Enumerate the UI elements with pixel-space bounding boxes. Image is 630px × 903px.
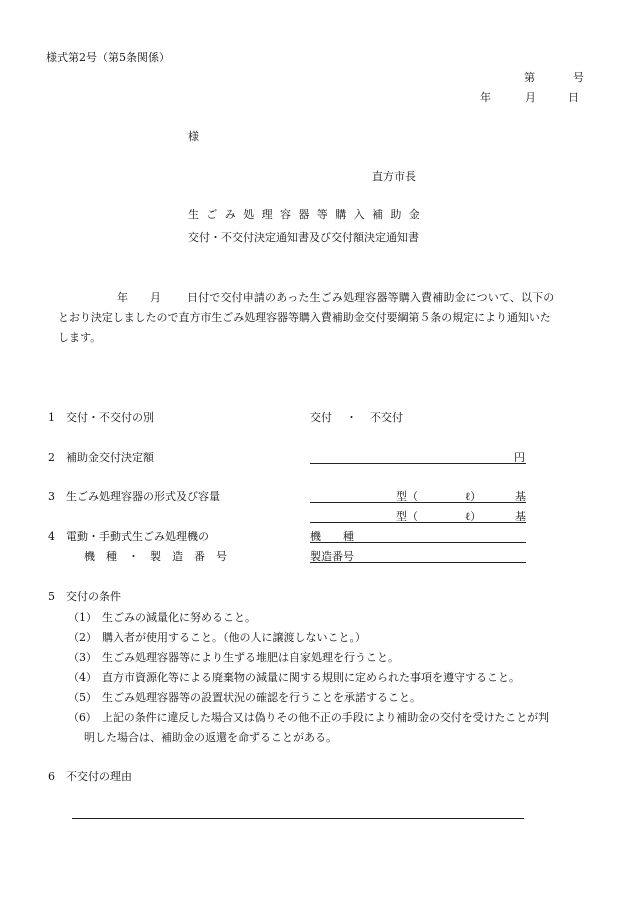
item3-row1-count: 基 (515, 490, 526, 503)
item4-label-line2: 機 種 ・ 製 造 番 号 (84, 550, 227, 563)
body-month-label: 月 (150, 291, 161, 304)
item3-row2-line (310, 522, 526, 523)
item3-row1-line (310, 502, 526, 503)
item1-grant-option: 交付 (310, 411, 332, 424)
item3-number: 3 (48, 490, 55, 503)
document-title-line2: 交付・不交付決定通知書及び交付額決定通知書 (188, 231, 419, 244)
item3-row2-capacity: ℓ） (465, 510, 482, 523)
condition-6-continuation: 明した場合は、補助金の返還を命ずることがある。 (84, 731, 337, 744)
condition-item: （2） 購入者が使用すること。（他の人に譲渡しないこと。） (68, 631, 366, 644)
item3-row2-count: 基 (515, 510, 526, 523)
item1-nongrant-option: 不交付 (370, 411, 403, 424)
item1-label: 交付・不交付の別 (66, 411, 154, 424)
item4-model-label: 機 種 (310, 530, 354, 543)
item4-model-line (310, 542, 526, 543)
item5-label: 交付の条件 (66, 590, 121, 603)
item3-row1-capacity: ℓ） (465, 490, 482, 503)
item4-serial-label: 製造番号 (310, 550, 354, 563)
body-text-line3: します。 (58, 331, 102, 344)
item3-label: 生ごみ処理容器の形式及び容量 (66, 490, 220, 503)
condition-item: （3） 生ごみ処理容器等により生ずる堆肥は自家処理を行うこと。 (68, 651, 399, 664)
number-prefix: 第 (524, 71, 535, 84)
body-text-line2: とおり決定しましたので直方市生ごみ処理容器等購入費補助金交付要綱第５条の規定により通知いた (58, 311, 551, 324)
item1-separator: ・ (346, 411, 357, 424)
item2-number: 2 (48, 451, 55, 464)
condition-item: （1） 生ごみの減量化に努めること。 (68, 611, 256, 624)
condition-item: （4） 直方市資源化等による廃棄物の減量に関する規則に定められた事項を遵守すること。 (68, 671, 520, 684)
issuer: 直方市長 (372, 170, 416, 183)
item4-label-line1: 電動・手動式生ごみ処理機の (66, 530, 209, 543)
item1-number: 1 (48, 411, 55, 424)
item4-serial-line (310, 562, 526, 563)
item6-reason-line (72, 818, 524, 819)
date-month-label: 月 (525, 91, 536, 104)
item2-label: 補助金交付決定額 (66, 451, 154, 464)
number-suffix: 号 (573, 71, 584, 84)
item3-row2-type: 型（ (396, 510, 418, 523)
body-year-label: 年 (117, 291, 128, 304)
item5-number: 5 (48, 590, 55, 603)
form-label: 様式第2号（第5条関係） (46, 51, 170, 64)
item4-number: 4 (48, 530, 55, 543)
body-text-line1: 日付で交付申請のあった生ごみ処理容器等購入費補助金について、以下の (187, 291, 555, 304)
item6-label: 不交付の理由 (66, 770, 132, 783)
date-day-label: 日 (568, 91, 579, 104)
item2-amount-line (310, 463, 526, 464)
recipient-suffix: 様 (188, 130, 199, 143)
date-year-label: 年 (480, 91, 491, 104)
item2-yen-unit: 円 (514, 451, 525, 464)
condition-item: （5） 生ごみ処理容器等の設置状況の確認を行うことを承諾すること。 (68, 691, 421, 704)
item6-number: 6 (48, 770, 55, 783)
document-title-line1: 生ごみ処理容器等購入補助金 (188, 208, 428, 221)
condition-item: （6） 上記の条件に違反した場合又は偽りその他不正の手段により補助金の交付を受けたことが判 (68, 711, 549, 724)
item3-row1-type: 型（ (396, 490, 418, 503)
